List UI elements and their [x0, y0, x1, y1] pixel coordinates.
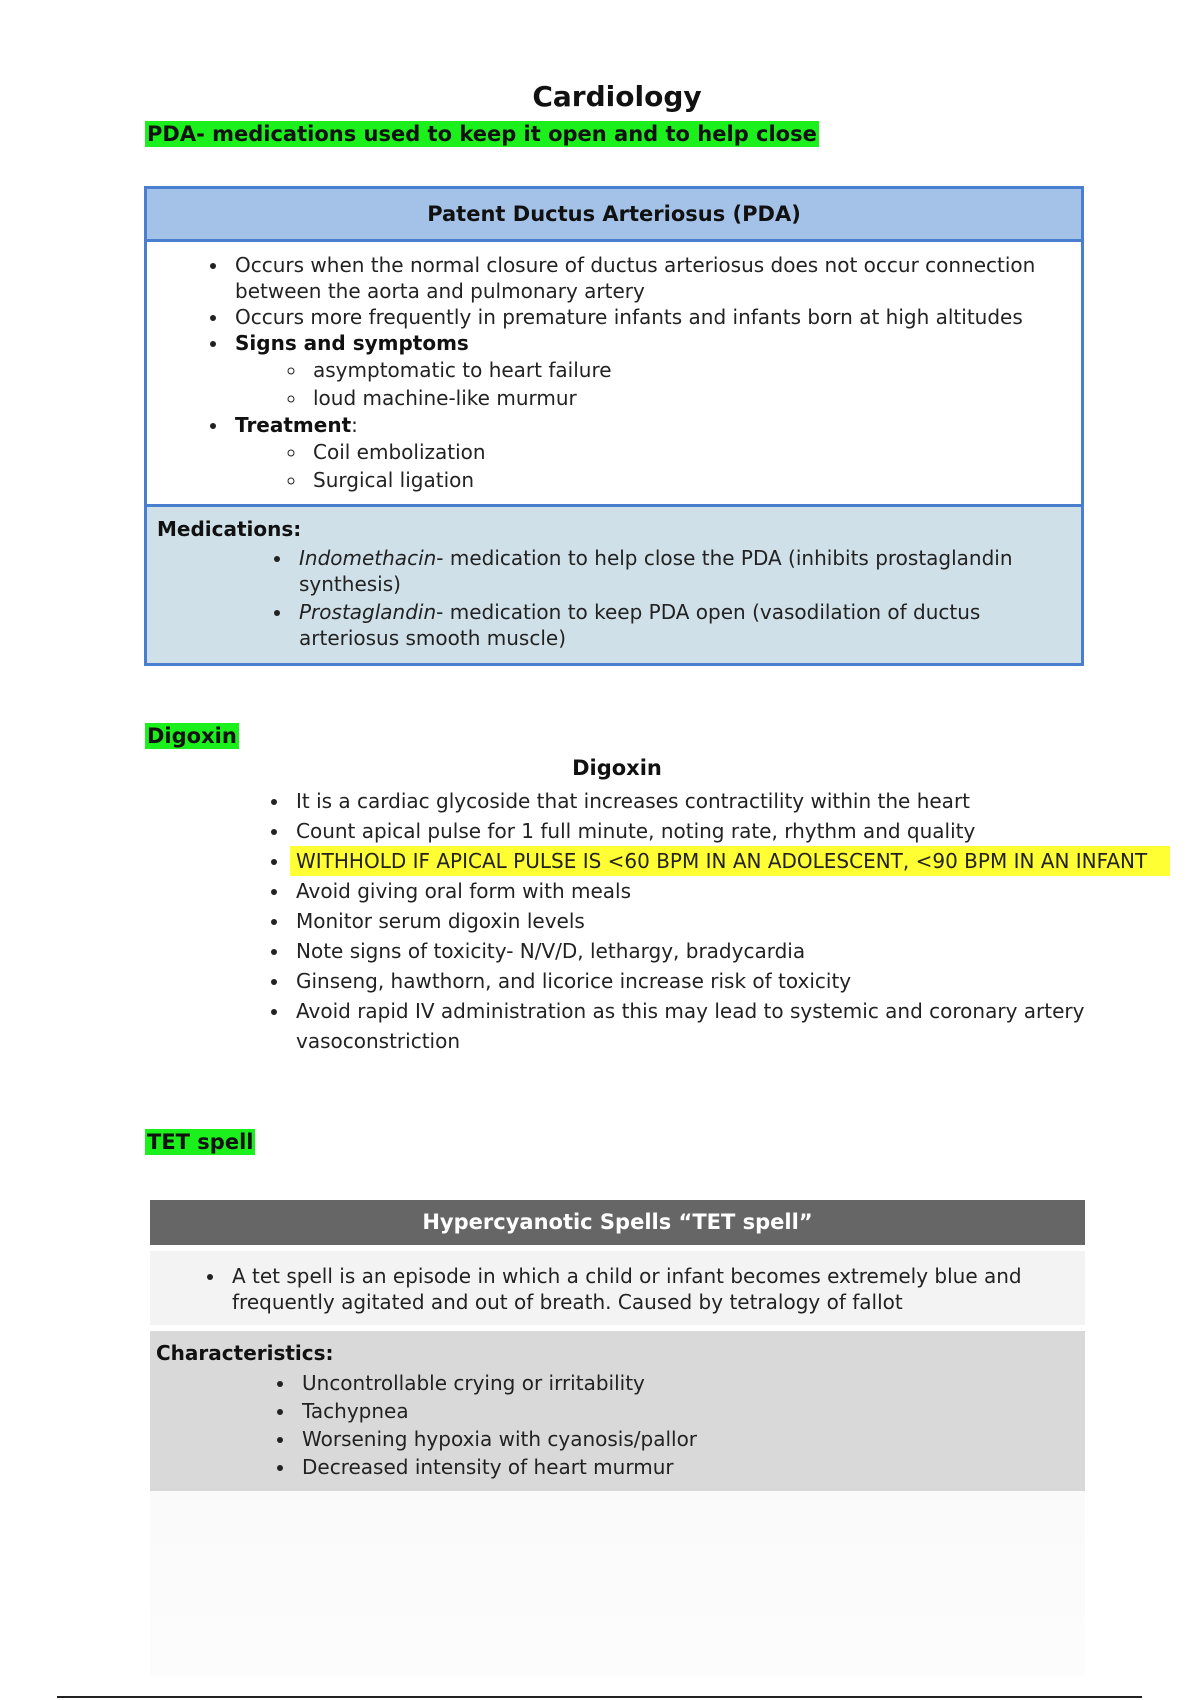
tet-definition-row	[150, 1251, 1085, 1325]
list-item: • A tet spell is an episode in which a child or infant becomes extremely blue and frequently agitated and out of breath. Caused by tetralogy of fallot	[226, 1263, 1085, 1315]
signs-symptoms-label: Signs and symptoms	[235, 331, 469, 355]
footer-divider	[57, 1696, 1142, 1698]
list-item: • Worsening hypoxia with cyanosis/pallor	[296, 1425, 1085, 1453]
medications-list	[157, 545, 1081, 651]
tet-section-heading	[145, 1130, 255, 1154]
pda-table	[144, 186, 1084, 666]
tet-heading-highlight: TET spell	[147, 1130, 254, 1154]
list-item: • Ginseng, hawthorn, and licorice increase risk of toxicity	[290, 966, 1170, 996]
list-item	[293, 599, 1081, 651]
list-item: • Count apical pulse for 1 full minute, noting rate, rhythm and quality	[290, 816, 1170, 846]
digoxin-list	[200, 786, 1170, 1056]
pda-medications-row	[147, 507, 1081, 663]
characteristics-label: Characteristics:	[156, 1341, 334, 1365]
list-item	[293, 545, 1081, 597]
tet-table-header: Hypercyanotic Spells “TET spell”	[150, 1200, 1085, 1245]
medication-desc: - medication to help close the PDA (inhibits prostaglandin synthesis)	[299, 546, 1013, 596]
medication-name: Indomethacin	[299, 546, 437, 570]
list-item: ◦ asymptomatic to heart failure	[307, 356, 1081, 384]
list-item: ◦ Surgical ligation	[307, 466, 1081, 494]
digoxin-heading-highlight: Digoxin	[147, 724, 237, 748]
list-item: ◦ Coil embolization	[307, 438, 1081, 466]
digoxin-section-heading	[145, 724, 239, 748]
signs-list	[235, 356, 1081, 412]
list-item: • Monitor serum digoxin levels	[290, 906, 1170, 936]
medication-name: Prostaglandin	[299, 600, 437, 624]
list-item: • It is a cardiac glycoside that increases contractility within the heart	[290, 786, 1170, 816]
list-item: • Occurs when the normal closure of ductus arteriosus does not occur connection between the aorta and pulmonary artery	[229, 252, 1081, 304]
pda-bullet-list	[147, 252, 1081, 494]
list-item: • Avoid giving oral form with meals	[290, 876, 1170, 906]
page-title: Cardiology	[532, 80, 702, 113]
treatment-list	[235, 438, 1081, 494]
list-item	[229, 330, 1081, 412]
pda-table-header: Patent Ductus Arteriosus (PDA)	[147, 189, 1081, 242]
list-item	[229, 412, 1081, 494]
pda-section-heading	[145, 122, 819, 146]
list-item: • Uncontrollable crying or irritability	[296, 1369, 1085, 1397]
medication-desc: - medication to keep PDA open (vasodilation of ductus arteriosus smooth muscle)	[299, 600, 981, 650]
treatment-label: Treatment	[235, 413, 352, 437]
medications-label: Medications:	[157, 517, 302, 541]
list-item: • Occurs more frequently in premature infants and infants born at high altitudes	[229, 304, 1081, 330]
pda-heading-highlight: PDA- medications used to keep it open and to help close	[147, 122, 817, 146]
characteristics-list	[156, 1369, 1085, 1481]
list-item: • Note signs of toxicity- N/V/D, lethargy, bradycardia	[290, 936, 1170, 966]
list-item: • Avoid rapid IV administration as this may lead to systemic and coronary artery vasoconstriction	[290, 996, 1170, 1056]
treatment-colon: :	[351, 413, 358, 437]
pda-table-body	[147, 242, 1081, 507]
list-item: • Decreased intensity of heart murmur	[296, 1453, 1085, 1481]
tet-definition-list	[150, 1263, 1085, 1315]
tet-characteristics-row	[150, 1331, 1085, 1491]
list-item: ◦ loud machine-like murmur	[307, 384, 1081, 412]
tet-table	[150, 1200, 1085, 1491]
list-item: • Tachypnea	[296, 1397, 1085, 1425]
digoxin-title: Digoxin	[572, 756, 662, 780]
warning-list-item: • WITHHOLD IF APICAL PULSE IS <60 BPM IN AN ADOLESCENT, <90 BPM IN AN INFANT	[290, 846, 1170, 876]
empty-table-area	[150, 1491, 1085, 1676]
